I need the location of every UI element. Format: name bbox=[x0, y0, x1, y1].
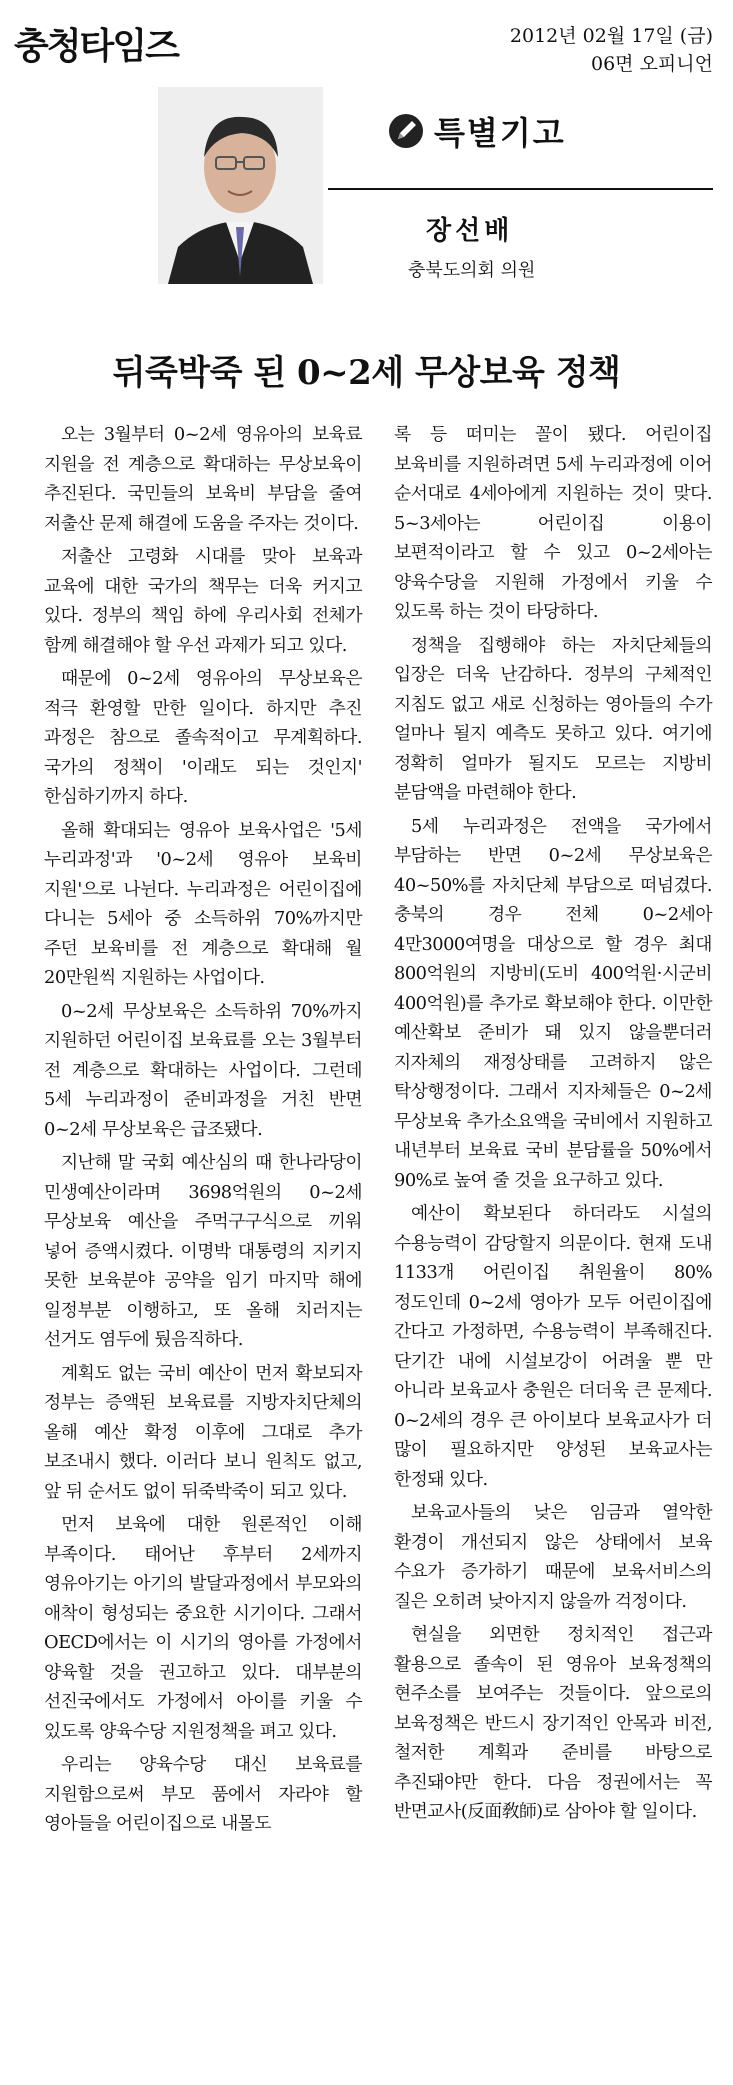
masthead-logo: 충청타임즈 bbox=[14, 26, 178, 67]
paragraph: 지난해 말 국회 예산심의 때 한나라당이 민생예산이라며 3698억원의 0~2세 무상보육 예산을 주먹구구식으로 끼워 넣어 증액시켰다. 이명박 대통령의 지키지 못한 보육분야 공약을 임기 마지막 해에 일정부분 이행하고, 또 올해 치러지는 선거도 염두에 뒀음직하다. bbox=[44, 1152, 362, 1350]
author-portrait bbox=[158, 87, 323, 284]
column-label-text: 특별기고 bbox=[434, 114, 566, 152]
author-name: 장선배 bbox=[426, 216, 514, 246]
article-headline: 뒤죽박죽 된 0~2세 무상보육 정책 bbox=[112, 353, 621, 393]
header-rule bbox=[328, 188, 713, 190]
page-section: 06면 오피니언 bbox=[591, 53, 713, 75]
paragraph: 오는 3월부터 0~2세 영유아의 보육료 지원을 전 계층으로 확대하는 무상보육이 추진된다. 국민들의 보육비 부담을 줄여 저출산 문제 해결에 도움을 주자는 것이다. bbox=[44, 424, 362, 534]
article-body bbox=[44, 420, 712, 1843]
paragraph: 정책을 집행해야 하는 자치단체들의 입장은 더욱 난감하다. 정부의 구체적인 지침도 없고 새로 신청하는 영아들의 수가 얼마나 될지 예측도 못하고 있다. 여기에 정확히 얼마가 될지도 모르는 지방비 분담액을 마련해야 한다. bbox=[394, 634, 712, 803]
paragraph: 보육교사들의 낮은 임금과 열악한 환경이 개선되지 않은 상태에서 보육 수요가 증가하기 때문에 보육서비스의 질은 오히려 낮아지지 않을까 걱정이다. bbox=[394, 1502, 712, 1612]
paragraph: 예산이 확보된다 하더라도 시설의 수용능력이 감당할지 의문이다. 현재 도내 1133개 어린이집 취원율이 80% 정도인데 0~2세 영아가 모두 어린이집에 간다고 가정하면, 수용능력이 부족해진다. 단기간 내에 시설보강이 어려울 뿐 만 아니라 보육교사 충원은 더더욱 큰 문제다. 0~2세의 경우 큰 아이보다 보육교사가 더 많이 필요하지만 양성된 보육교사는 한정돼 있다. bbox=[394, 1203, 712, 1490]
paragraph: 우리는 양육수당 대신 보육료를 지원함으로써 부모 품에서 자라야 할 영아들을 어린이집으로 내몰도 bbox=[44, 1754, 362, 1834]
author-photo bbox=[158, 87, 323, 284]
issue-date: 2012년 02월 17일 (금) bbox=[509, 25, 713, 47]
article-column-right bbox=[394, 420, 712, 1843]
paragraph: 저출산 고령화 시대를 맞아 보육과 교육에 대한 국가의 책무는 더욱 커지고 있다. 정부의 책임 하에 우리사회 전체가 함께 해결해야 할 우선 과제가 되고 있다. bbox=[44, 546, 362, 656]
author-title: 충북도의회 의원 bbox=[408, 260, 536, 281]
dateline bbox=[510, 22, 713, 78]
paragraph: 0~2세 무상보육은 소득하위 70%까지 지원하던 어린이집 보육료를 오는 3월부터 전 계층으로 확대하는 사업이다. 그런데 5세 누리과정이 준비과정을 거친 반면 0~2세 무상보육은 급조됐다. bbox=[44, 1000, 362, 1140]
paragraph: 5세 누리과정은 전액을 국가에서 부담하는 반면 0~2세 무상보육은 40~50%를 자치단체 부담으로 떠넘겼다. 충북의 경우 전체 0~2세아 4만3000여명을 대상으로 할 경우 최대 800억원의 지방비(도비 400억원·시군비 400억원)를 추가로 확보해야 한다. 이만한 예산확보 준비가 돼 있지 않을뿐더러 지자체의 재정상태를 고려하지 않은 탁상행정이다. 그래서 지자체들은 0~2세 무상보육 추가소요액을 국비에서 지원하고 내년부터 보육료 국비 분담률을 50%에서 90%로 높여 줄 것을 요구하고 있다. bbox=[394, 815, 712, 1191]
paragraph: 먼저 보육에 대한 원론적인 이해 부족이다. 태어난 후부터 2세까지 영유아기는 아기의 발달과정에서 부모와의 애착이 형성되는 중요한 시기이다. 그래서 OECD에서는 이 시기의 영아를 가정에서 양육할 것을 권고하고 있다. 대부분의 선진국에서도 가정에서 아이를 키울 수 있도록 양육수당 지원정책을 펴고 있다. bbox=[44, 1514, 362, 1742]
pencil-icon bbox=[388, 113, 424, 149]
paragraph: 계획도 없는 국비 예산이 먼저 확보되자 정부는 증액된 보육료를 지방자치단체의 올해 예산 확정 이후에 그대로 추가 보조내시 했다. 이러다 보니 원칙도 없고, 앞 뒤 순서도 없이 뒤죽박죽이 되고 있다. bbox=[44, 1362, 362, 1502]
article-column-left bbox=[44, 420, 362, 1843]
paragraph: 때문에 0~2세 영유아의 무상보육은 적극 환영할 만한 일이다. 하지만 추진 과정은 참으로 졸속적이고 무계획하다. 국가의 정책이 '이래도 되는 것인지' 한심하기까지 하다. bbox=[44, 668, 362, 807]
paragraph: 현실을 외면한 정치적인 접근과 활용으로 졸속이 된 영유아 보육정책의 현주소를 보여주는 것들이다. 앞으로의 보육정책은 반드시 장기적인 안목과 비전, 철저한 계획과 준비를 바탕으로 추진돼야만 한다. 다음 정권에서는 꼭 반면교사(反面敎師)로 삼아야 할 일이다. bbox=[394, 1624, 712, 1822]
column-label bbox=[388, 108, 566, 154]
paragraph: 올해 확대되는 영유아 보육사업은 '5세 누리과정'과 '0~2세 영유아 보육비 지원'으로 나뉜다. 누리과정은 어린이집에 다니는 5세아 중 소득하위 70%까지만 주던 보육비를 전 계층으로 확대해 월 20만원씩 지원하는 사업이다. bbox=[44, 819, 362, 988]
paragraph-continued: 록 등 떠미는 꼴이 됐다. 어린이집 보육비를 지원하려면 5세 누리과정에 이어 순서대로 4세아에게 지원하는 것이 맞다. 5~3세아는 어린이집 이용이 보편적이라고 할 수 있고 0~2세아는 양육수당을 지원해 가정에서 키울 수 있도록 하는 것이 타당하다. bbox=[394, 424, 712, 622]
